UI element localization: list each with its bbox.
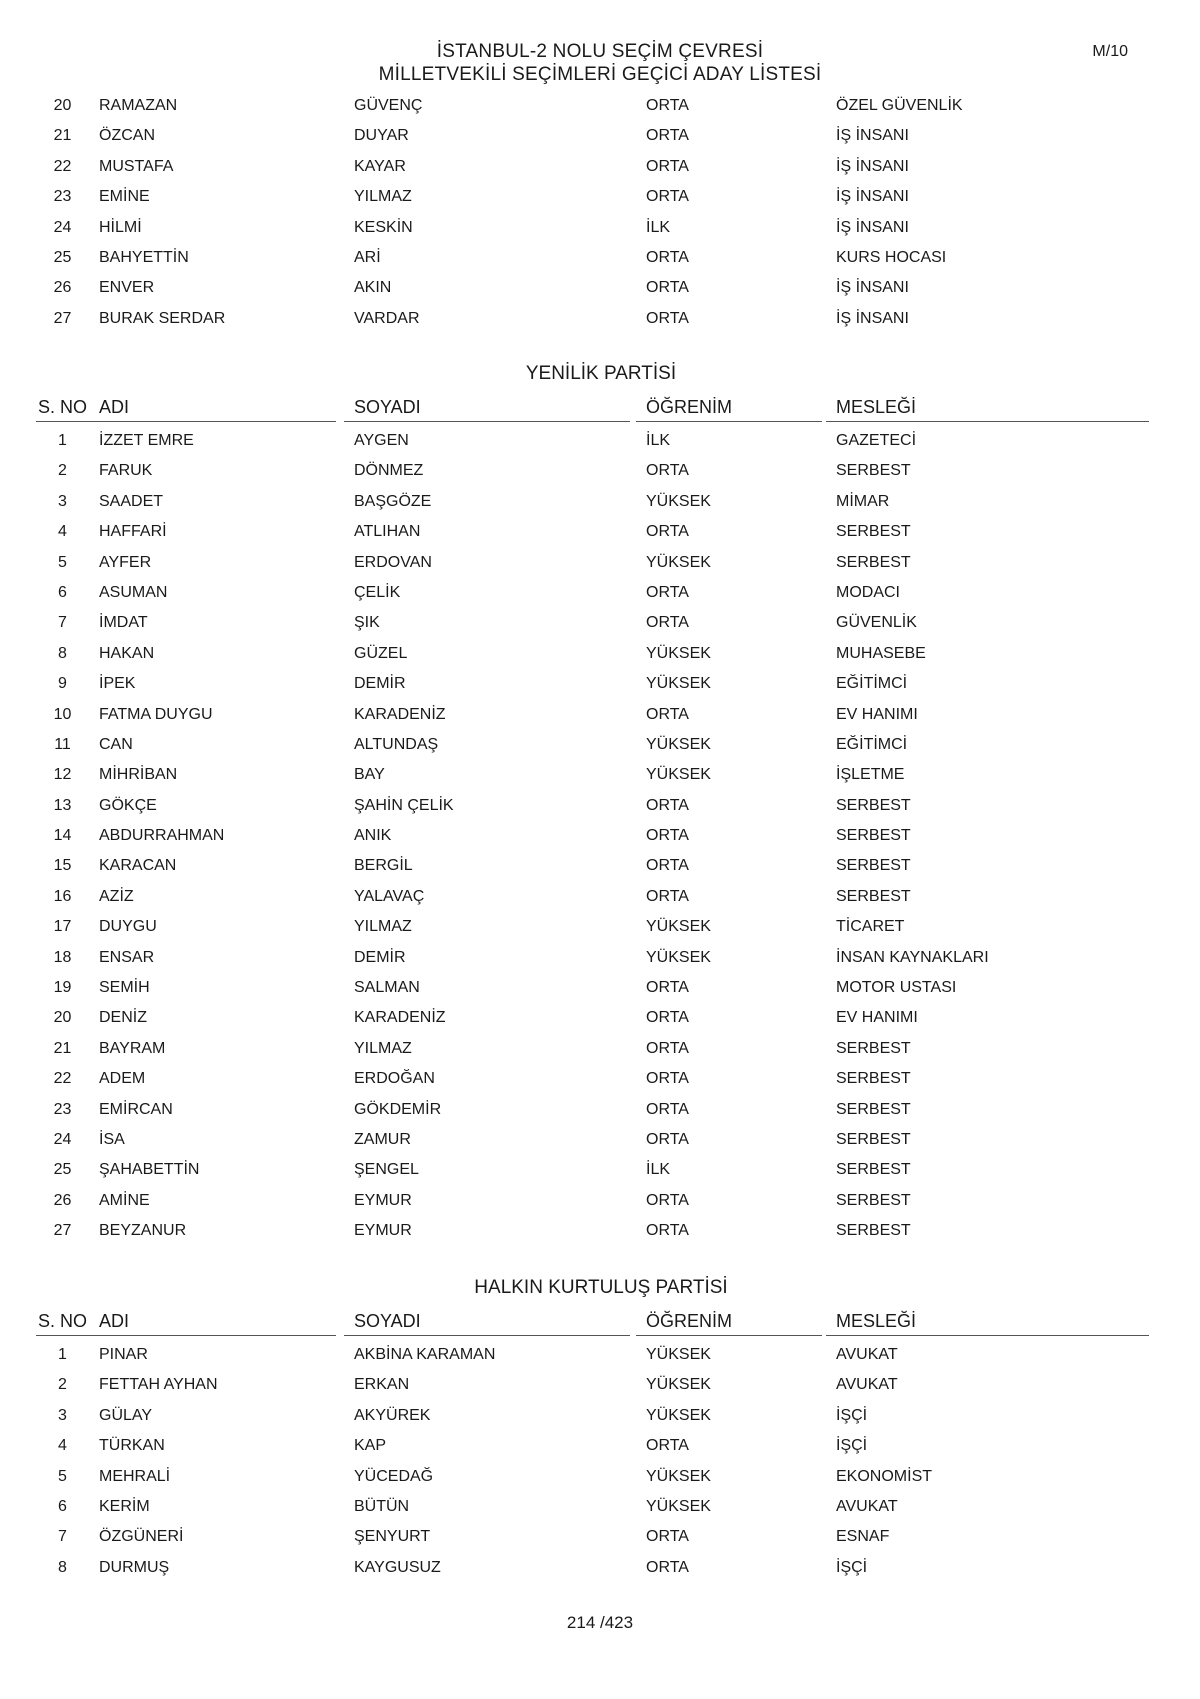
table-row: [36, 91, 1166, 121]
cell-no: 2: [58, 1376, 67, 1394]
table-row: [36, 273, 1166, 303]
table-row: [36, 1553, 1166, 1583]
column-header-no: S. NO: [36, 394, 89, 422]
cell-ogrenim: İLK: [646, 1161, 671, 1179]
cell-no: 4: [58, 1437, 67, 1455]
cell-no: 27: [53, 309, 72, 327]
cell-adi: SAADET: [99, 492, 164, 510]
candidate-rows: [36, 426, 1166, 1247]
cell-no: 14: [53, 827, 72, 845]
cell-adi: RAMAZAN: [99, 97, 178, 114]
cell-no: 9: [58, 675, 67, 693]
cell-adi: ÖZCAN: [99, 127, 155, 145]
cell-meslegi: EĞİTİMCİ: [836, 735, 908, 753]
cell-adi: FARUK: [99, 462, 153, 480]
table-row: [36, 213, 1166, 243]
cell-soyadi: DUYAR: [354, 127, 409, 145]
cell-meslegi: SERBEST: [836, 796, 911, 814]
column-header-adi: ADI: [89, 1308, 336, 1336]
cell-no: 13: [53, 796, 72, 814]
cell-no: 5: [58, 1467, 67, 1485]
cell-adi: MEHRALİ: [99, 1467, 171, 1485]
cell-no: 6: [58, 583, 67, 601]
table-row: [36, 548, 1166, 578]
table-row: [36, 1370, 1166, 1400]
cell-no: 8: [58, 644, 67, 662]
cell-meslegi: MUHASEBE: [836, 644, 926, 662]
cell-soyadi: EYMUR: [354, 1191, 412, 1209]
table-row: [36, 1125, 1166, 1155]
cell-meslegi: KURS HOCASI: [836, 248, 947, 266]
cell-soyadi: ÇELİK: [354, 583, 401, 601]
page-code: M/10: [1092, 43, 1128, 60]
cell-soyadi: ZAMUR: [354, 1130, 411, 1148]
cell-adi: HİLMİ: [99, 218, 142, 236]
cell-adi: GÜLAY: [99, 1406, 153, 1424]
cell-ogrenim: ORTA: [646, 583, 689, 601]
table-row: [36, 1492, 1166, 1522]
cell-no: 6: [58, 1497, 67, 1515]
cell-no: 19: [53, 979, 72, 997]
cell-soyadi: YILMAZ: [354, 188, 412, 206]
cell-no: 22: [53, 157, 72, 175]
cell-soyadi: ANIK: [354, 827, 392, 845]
cell-meslegi: SERBEST: [836, 523, 911, 541]
cell-ogrenim: ORTA: [646, 1558, 689, 1576]
cell-soyadi: ŞAHİN ÇELİK: [354, 796, 454, 814]
cell-adi: HAFFARİ: [99, 523, 167, 541]
cell-soyadi: AYGEN: [354, 432, 409, 449]
cell-soyadi: BAY: [354, 766, 385, 784]
cell-soyadi: SALMAN: [354, 979, 420, 997]
page-header: [0, 40, 1200, 86]
cell-no: 1: [58, 1346, 67, 1363]
cell-meslegi: MOTOR USTASI: [836, 979, 957, 997]
cell-ogrenim: YÜKSEK: [646, 1376, 711, 1394]
cell-meslegi: SERBEST: [836, 1100, 911, 1118]
cell-ogrenim: ORTA: [646, 1100, 689, 1118]
table-row: [36, 1186, 1166, 1216]
cell-soyadi: KESKİN: [354, 218, 413, 236]
cell-no: 22: [53, 1070, 72, 1088]
cell-ogrenim: ORTA: [646, 1070, 689, 1088]
cell-soyadi: KAYAR: [354, 157, 406, 175]
table-row: [36, 730, 1166, 760]
cell-meslegi: GÜVENLİK: [836, 614, 917, 632]
cell-meslegi: İŞLETME: [836, 766, 905, 784]
cell-adi: MUSTAFA: [99, 157, 174, 175]
cell-soyadi: BERGİL: [354, 857, 413, 875]
cell-ogrenim: ORTA: [646, 523, 689, 541]
cell-adi: ŞAHABETTİN: [99, 1161, 200, 1179]
cell-meslegi: MODACI: [836, 583, 900, 601]
table-row: [36, 851, 1166, 881]
cell-ogrenim: ORTA: [646, 614, 689, 632]
cell-ogrenim: ORTA: [646, 1130, 689, 1148]
cell-soyadi: GÜZEL: [354, 644, 408, 662]
cell-no: 20: [53, 1009, 72, 1027]
cell-no: 3: [58, 1406, 67, 1424]
cell-soyadi: YILMAZ: [354, 918, 412, 936]
cell-meslegi: SERBEST: [836, 1070, 911, 1088]
cell-ogrenim: ORTA: [646, 887, 689, 905]
party-title: HALKIN KURTULUŞ PARTİSİ: [474, 1277, 728, 1298]
cell-meslegi: ESNAF: [836, 1528, 890, 1546]
cell-no: 24: [53, 1130, 72, 1148]
cell-adi: ADEM: [99, 1070, 146, 1088]
cell-ogrenim: ORTA: [646, 1009, 689, 1027]
cell-no: 15: [53, 857, 72, 875]
cell-meslegi: AVUKAT: [836, 1497, 898, 1515]
table-row: [36, 121, 1166, 151]
cell-adi: MİHRİBAN: [99, 766, 178, 784]
table-row: [36, 912, 1166, 942]
table-row: [36, 882, 1166, 912]
cell-adi: KARACAN: [99, 857, 177, 875]
cell-ogrenim: ORTA: [646, 796, 689, 814]
cell-soyadi: GÖKDEMİR: [354, 1100, 442, 1118]
table-row: [36, 152, 1166, 182]
cell-no: 23: [53, 188, 72, 206]
table-row: [36, 578, 1166, 608]
page-number: 214 /423: [566, 1613, 634, 1632]
table-row: [36, 517, 1166, 547]
cell-ogrenim: YÜKSEK: [646, 492, 711, 510]
cell-no: 16: [53, 887, 72, 905]
cell-ogrenim: İLK: [646, 432, 671, 449]
table-row: [36, 1431, 1166, 1461]
cell-no: 8: [58, 1558, 67, 1576]
cell-meslegi: SERBEST: [836, 1161, 911, 1179]
cell-meslegi: SERBEST: [836, 1191, 911, 1209]
cell-soyadi: EYMUR: [354, 1222, 412, 1240]
cell-meslegi: SERBEST: [836, 1222, 911, 1240]
document-title-line-2: MİLLETVEKİLİ SEÇİMLERİ GEÇİCİ ADAY LİSTESİ: [378, 64, 822, 85]
cell-meslegi: EV HANIMI: [836, 705, 918, 723]
cell-meslegi: İŞ İNSANI: [836, 218, 909, 236]
table-row: [36, 243, 1166, 273]
table-row: [36, 943, 1166, 973]
table-row: [36, 182, 1166, 212]
cell-soyadi: AKYÜREK: [354, 1406, 431, 1424]
column-header-meslegi: MESLEĞİ: [826, 1308, 1149, 1336]
cell-adi: ABDURRAHMAN: [99, 827, 225, 845]
cell-meslegi: İŞÇİ: [836, 1558, 868, 1576]
cell-meslegi: İŞÇİ: [836, 1406, 868, 1424]
table-row: [36, 608, 1166, 638]
cell-adi: İPEK: [99, 675, 136, 693]
cell-meslegi: SERBEST: [836, 1130, 911, 1148]
cell-soyadi: DÖNMEZ: [354, 462, 424, 480]
cell-ogrenim: YÜKSEK: [646, 1346, 711, 1363]
cell-ogrenim: ORTA: [646, 1528, 689, 1546]
cell-soyadi: AKIN: [354, 279, 392, 297]
column-header-row: [36, 394, 1166, 422]
cell-soyadi: ARİ: [354, 248, 381, 266]
cell-adi: HAKAN: [99, 644, 155, 662]
cell-soyadi: KARADENİZ: [354, 705, 446, 723]
table-row: [36, 1095, 1166, 1125]
cell-soyadi: KAP: [354, 1437, 387, 1455]
table-row: [36, 1064, 1166, 1094]
cell-ogrenim: YÜKSEK: [646, 1406, 711, 1424]
cell-soyadi: DEMİR: [354, 948, 406, 966]
cell-no: 4: [58, 523, 67, 541]
table-row: [36, 1522, 1166, 1552]
cell-no: 25: [53, 1161, 72, 1179]
table-row: [36, 1401, 1166, 1431]
table-row: [36, 1034, 1166, 1064]
cell-adi: İMDAT: [99, 614, 148, 632]
cell-ogrenim: İLK: [646, 218, 671, 236]
cell-no: 25: [53, 248, 72, 266]
cell-adi: FATMA DUYGU: [99, 705, 213, 723]
cell-no: 11: [54, 735, 71, 753]
cell-no: 18: [53, 948, 72, 966]
cell-no: 2: [58, 462, 67, 480]
cell-soyadi: ŞENYURT: [354, 1528, 431, 1546]
cell-no: 26: [53, 1191, 72, 1209]
column-header-row: [36, 1308, 1166, 1336]
continued-rows: [36, 91, 1166, 334]
table-row: [36, 760, 1166, 790]
cell-soyadi: YÜCEDAĞ: [354, 1467, 434, 1485]
cell-soyadi: YILMAZ: [354, 1039, 412, 1057]
column-header-no: S. NO: [36, 1308, 89, 1336]
document-title-line-1: İSTANBUL-2 NOLU SEÇİM ÇEVRESİ: [436, 41, 764, 62]
cell-no: 10: [53, 705, 72, 723]
cell-no: 27: [53, 1222, 72, 1240]
cell-adi: BAYRAM: [99, 1039, 166, 1057]
column-header-soyadi: SOYADI: [344, 1308, 630, 1336]
column-header-meslegi: MESLEĞİ: [826, 394, 1149, 422]
cell-adi: KERİM: [99, 1497, 150, 1515]
cell-no: 17: [53, 918, 72, 936]
table-row: [36, 700, 1166, 730]
cell-meslegi: SERBEST: [836, 857, 911, 875]
table-row: [36, 1462, 1166, 1492]
cell-adi: BURAK SERDAR: [99, 309, 226, 327]
table-row: [36, 1216, 1166, 1246]
cell-ogrenim: YÜKSEK: [646, 948, 711, 966]
cell-soyadi: ALTUNDAŞ: [354, 735, 439, 753]
cell-meslegi: İŞ İNSANI: [836, 279, 909, 297]
cell-no: 20: [53, 97, 72, 114]
cell-ogrenim: ORTA: [646, 1222, 689, 1240]
cell-meslegi: İŞ İNSANI: [836, 127, 909, 145]
cell-adi: İSA: [99, 1130, 125, 1148]
column-header-adi: ADI: [89, 394, 336, 422]
cell-ogrenim: ORTA: [646, 857, 689, 875]
cell-ogrenim: ORTA: [646, 188, 689, 206]
cell-no: 7: [58, 1528, 67, 1546]
table-row: [36, 639, 1166, 669]
cell-adi: ASUMAN: [99, 583, 168, 601]
cell-adi: DUYGU: [99, 918, 157, 936]
cell-adi: AMİNE: [99, 1191, 150, 1209]
cell-adi: DENİZ: [99, 1009, 147, 1027]
cell-soyadi: VARDAR: [354, 309, 420, 327]
cell-soyadi: ERDOVAN: [354, 553, 432, 571]
cell-meslegi: EV HANIMI: [836, 1009, 918, 1027]
cell-soyadi: BÜTÜN: [354, 1497, 410, 1515]
cell-meslegi: MİMAR: [836, 492, 890, 510]
cell-soyadi: ERDOĞAN: [354, 1070, 435, 1088]
table-row: [36, 973, 1166, 1003]
cell-adi: EMİNE: [99, 188, 150, 206]
cell-meslegi: AVUKAT: [836, 1346, 898, 1363]
table-row: [36, 1003, 1166, 1033]
cell-soyadi: KARADENİZ: [354, 1009, 446, 1027]
cell-soyadi: KAYGUSUZ: [354, 1558, 441, 1576]
cell-adi: TÜRKAN: [99, 1437, 165, 1455]
cell-soyadi: AKBİNA KARAMAN: [354, 1346, 496, 1363]
cell-no: 26: [53, 279, 72, 297]
party-section-yenilik: [36, 362, 1166, 1247]
cell-meslegi: AVUKAT: [836, 1376, 898, 1394]
cell-adi: ENSAR: [99, 948, 155, 966]
cell-meslegi: ÖZEL GÜVENLİK: [836, 97, 963, 114]
cell-soyadi: GÜVENÇ: [354, 97, 423, 114]
cell-ogrenim: YÜKSEK: [646, 553, 711, 571]
cell-adi: CAN: [99, 735, 133, 753]
cell-soyadi: ATLIHAN: [354, 523, 421, 541]
cell-ogrenim: ORTA: [646, 1039, 689, 1057]
cell-ogrenim: ORTA: [646, 97, 689, 114]
cell-no: 7: [58, 614, 67, 632]
table-row: [36, 426, 1166, 456]
cell-no: 21: [53, 127, 72, 145]
cell-ogrenim: YÜKSEK: [646, 675, 711, 693]
cell-meslegi: İŞ İNSANI: [836, 309, 909, 327]
column-header-soyadi: SOYADI: [344, 394, 630, 422]
cell-no: 3: [58, 492, 67, 510]
cell-adi: ENVER: [99, 279, 155, 297]
cell-adi: FETTAH AYHAN: [99, 1376, 218, 1394]
cell-meslegi: SERBEST: [836, 553, 911, 571]
cell-ogrenim: YÜKSEK: [646, 1497, 711, 1515]
cell-ogrenim: ORTA: [646, 248, 689, 266]
cell-ogrenim: ORTA: [646, 157, 689, 175]
table-row: [36, 821, 1166, 851]
cell-no: 12: [53, 766, 72, 784]
cell-meslegi: SERBEST: [836, 1039, 911, 1057]
cell-meslegi: SERBEST: [836, 827, 911, 845]
cell-adi: AYFER: [99, 553, 152, 571]
cell-no: 23: [53, 1100, 72, 1118]
cell-adi: GÖKÇE: [99, 796, 157, 814]
cell-ogrenim: ORTA: [646, 979, 689, 997]
cell-adi: ÖZGÜNERİ: [99, 1528, 184, 1546]
cell-soyadi: ŞIK: [354, 614, 380, 632]
table-row: [36, 456, 1166, 486]
cell-meslegi: İŞ İNSANI: [836, 157, 909, 175]
table-row: [36, 304, 1166, 334]
cell-ogrenim: ORTA: [646, 1191, 689, 1209]
cell-no: 24: [53, 218, 72, 236]
cell-adi: AZİZ: [99, 887, 134, 905]
cell-ogrenim: YÜKSEK: [646, 644, 711, 662]
continued-candidate-list: [36, 91, 1166, 334]
cell-meslegi: SERBEST: [836, 462, 911, 480]
cell-meslegi: EĞİTİMCİ: [836, 675, 908, 693]
cell-meslegi: GAZETECİ: [836, 432, 917, 449]
column-header-ogrenim: ÖĞRENİM: [636, 1308, 822, 1336]
cell-soyadi: YALAVAÇ: [354, 887, 425, 905]
candidate-rows: [36, 1340, 1166, 1583]
cell-adi: PINAR: [99, 1346, 148, 1363]
cell-ogrenim: ORTA: [646, 705, 689, 723]
cell-ogrenim: ORTA: [646, 309, 689, 327]
cell-ogrenim: YÜKSEK: [646, 735, 711, 753]
party-section-halkin-kurtulus: [36, 1276, 1166, 1583]
cell-ogrenim: ORTA: [646, 127, 689, 145]
cell-adi: EMİRCAN: [99, 1100, 173, 1118]
cell-ogrenim: ORTA: [646, 279, 689, 297]
cell-adi: İZZET EMRE: [99, 432, 194, 449]
cell-adi: SEMİH: [99, 979, 150, 997]
table-row: [36, 791, 1166, 821]
table-row: [36, 1155, 1166, 1185]
cell-meslegi: İŞÇİ: [836, 1437, 868, 1455]
cell-meslegi: İŞ İNSANI: [836, 188, 909, 206]
table-row: [36, 487, 1166, 517]
cell-adi: DURMUŞ: [99, 1558, 170, 1576]
cell-soyadi: ŞENGEL: [354, 1161, 419, 1179]
cell-ogrenim: YÜKSEK: [646, 918, 711, 936]
table-row: [36, 1340, 1166, 1370]
cell-meslegi: İNSAN KAYNAKLARI: [836, 948, 989, 966]
cell-adi: BEYZANUR: [99, 1222, 187, 1240]
column-header-ogrenim: ÖĞRENİM: [636, 394, 822, 422]
cell-soyadi: ERKAN: [354, 1376, 410, 1394]
cell-ogrenim: YÜKSEK: [646, 1467, 711, 1485]
cell-meslegi: TİCARET: [836, 918, 905, 936]
cell-meslegi: EKONOMİST: [836, 1467, 933, 1485]
cell-no: 21: [53, 1039, 72, 1057]
cell-no: 5: [58, 553, 67, 571]
cell-ogrenim: ORTA: [646, 462, 689, 480]
cell-ogrenim: ORTA: [646, 1437, 689, 1455]
cell-ogrenim: ORTA: [646, 827, 689, 845]
cell-soyadi: BAŞGÖZE: [354, 492, 432, 510]
cell-no: 1: [58, 432, 67, 449]
party-title: YENİLİK PARTİSİ: [525, 363, 677, 384]
cell-ogrenim: YÜKSEK: [646, 766, 711, 784]
cell-adi: BAHYETTİN: [99, 248, 189, 266]
table-row: [36, 669, 1166, 699]
cell-soyadi: DEMİR: [354, 675, 406, 693]
cell-meslegi: SERBEST: [836, 887, 911, 905]
